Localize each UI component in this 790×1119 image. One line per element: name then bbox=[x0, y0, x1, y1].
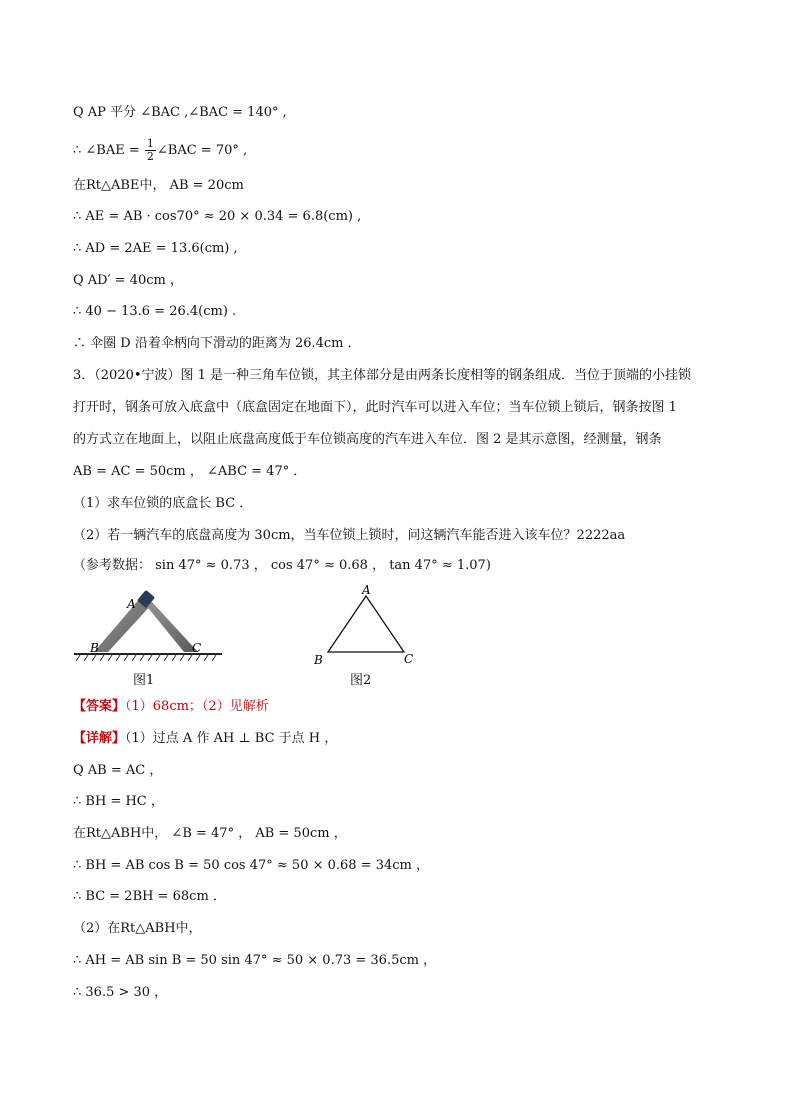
figure1-label-c: C bbox=[192, 641, 202, 655]
figure2-label-c: C bbox=[404, 652, 414, 666]
solution-line: ∴ 36.5 > 30 ， bbox=[73, 985, 168, 1000]
solution-line: ∴ BC = 2BH = 68cm ． bbox=[73, 889, 226, 904]
answer-line bbox=[73, 697, 269, 717]
detail-text: （1）过点 A 作 AH ⊥ BC 于点 H ， bbox=[125, 731, 338, 746]
solution-line: ∴ 40 − 13.6 = 26.4(cm) . bbox=[73, 304, 237, 319]
solution-line: Q AD′ = 40cm ， bbox=[73, 273, 183, 288]
solution-line: 在Rt△ABH中， ∠B = 47° ， AB = 50cm ， bbox=[73, 826, 347, 841]
solution-line: ∴ AD = 2AE = 13.6(cm) , bbox=[73, 241, 238, 256]
reference-data: （参考数据： sin 47° ≈ 0.73 ， cos 47° ≈ 0.68 ， tan 47° ≈ 1.07) bbox=[73, 558, 491, 573]
figure1-label-b: B bbox=[90, 641, 99, 655]
solution-text: ∴ ∠BAE = bbox=[73, 143, 144, 158]
problem-text: AB = AC = 50cm ， ∠ABC = 47° ． bbox=[73, 464, 307, 479]
solution-line: ∴ AE = AB · cos70° ≈ 20 × 0.34 = 6.8(cm) , bbox=[73, 209, 362, 224]
solution-line: Q AB = AC ， bbox=[73, 763, 163, 778]
solution-line: Q AP 平分 ∠BAC ,∠BAC = 140° , bbox=[73, 105, 287, 120]
problem-text: 的方式立在地面上，以阻止底盘高度低于车位锁高度的汽车进入车位．图 2 是其示意图，经测量，钢条 bbox=[73, 432, 662, 447]
answer-tag: 【答案】 bbox=[73, 699, 126, 714]
figure-1-caption: 图1 bbox=[133, 673, 155, 688]
question-1: （1）求车位锁的底盒长 BC ． bbox=[73, 496, 253, 511]
solution-line-fraction bbox=[73, 138, 247, 163]
problem-text: 3．（2020•宁波）图 1 是一种三角车位锁，其主体部分是由两条长度相等的钢条组成．当位于顶端的小挂锁 bbox=[73, 368, 692, 383]
figure1-label-a: A bbox=[127, 597, 136, 611]
question-2: （2）若一辆汽车的底盘高度为 30cm，当车位锁上锁时，问这辆汽车能否进入该车位？2222aa bbox=[73, 528, 626, 543]
fraction-half bbox=[145, 138, 156, 163]
solution-line: ∴ 伞圈 D 沿着伞柄向下滑动的距离为 26.4cm ． bbox=[73, 336, 361, 351]
figure-2-triangle bbox=[310, 584, 420, 670]
solution-text: ∠BAC = 70° , bbox=[156, 143, 248, 158]
figure2-label-b: B bbox=[314, 653, 323, 667]
solution-line: （2）在Rt△ABH中， bbox=[73, 921, 202, 936]
figure2-label-a: A bbox=[362, 584, 371, 597]
solution-line: ∴ BH = AB cos B = 50 cos 47° ≈ 50 × 0.68 = 34cm ， bbox=[73, 858, 430, 873]
detail-line bbox=[73, 729, 337, 749]
fraction-denominator: 2 bbox=[146, 150, 154, 163]
solution-line: 在Rt△ABE中， AB = 20cm bbox=[73, 178, 244, 193]
figure-2-caption: 图2 bbox=[350, 673, 372, 688]
problem-text: 打开时，钢条可放入底盒中（底盒固定在地面下），此时汽车可以进入车位；当车位锁上锁后，钢条按图 1 bbox=[73, 400, 677, 415]
figure-1-lock-image bbox=[74, 588, 224, 668]
answer-text: （1）68cm；（2）见解析 bbox=[125, 699, 269, 714]
fraction-numerator: 1 bbox=[146, 137, 154, 150]
detail-tag: 【详解】 bbox=[73, 731, 126, 746]
solution-line: ∴ BH = HC ， bbox=[73, 794, 164, 809]
solution-line: ∴ AH = AB sin B = 50 sin 47° ≈ 50 × 0.73 = 36.5cm ， bbox=[73, 953, 437, 968]
